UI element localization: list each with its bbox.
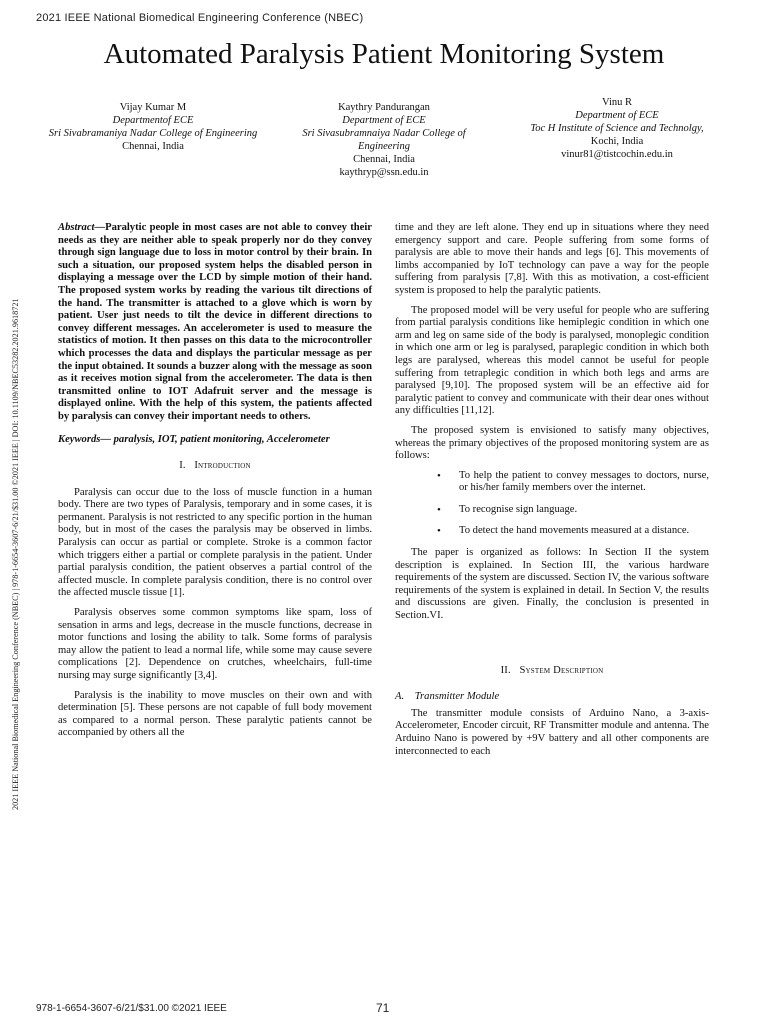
footer-copyright: 978-1-6654-3607-6/21/$31.00 ©2021 IEEE [36,1003,227,1014]
author-block-3 [512,96,722,161]
author-email: kaythryp@ssn.edu.in [339,167,429,178]
abstract [58,222,372,424]
author-name: Vijay Kumar M [119,102,187,113]
paper-title: Automated Paralysis Patient Monitoring System [103,38,665,70]
keywords: Keywords— paralysis, IOT, patient monitoring, Accelerometer [58,433,330,445]
section-number: II. [500,664,511,676]
right-column [395,222,709,765]
paragraph: Paralysis observes some common symptoms like spam, loss of sensation in arms and legs, decrease in the muscle functions, decrease in motor functions and losing the ability to talk. Some forms of paralysis may allow the patient to lead a normal life, while some may cause severe complications [2]. Dependence on crutches, wheelchairs, full-time nursing may surge significantly [3,4]. [58,607,372,681]
author-block-1 [48,101,258,153]
author-location: Chennai, India [122,141,184,152]
page-number: 71 [376,1001,390,1015]
paragraph: time and they are left alone. They end up in situations where they need emergency support and care. People suffering from some forms of paralysis are able to move their hands and legs [6]. This movements of limbs accompanied by IoT technology can pave a way for the people suffering from paralysis [7,8]. With this as motivation, a cost-efficient system is proposed to help the paralytic patients. [395,222,709,296]
author-name: Kaythry Pandurangan [338,102,430,113]
author-institution: Sri Sivabramaniya Nadar College of Engineering [48,128,258,139]
paragraph: The paper is organized as follows: In Section II the system description is explained. In Section III, the various hardware requirements of the system are discussed. Section IV, the various software requirements of the system is explained in detail. In Section V, the results and discussions are given. Finally, the conclusion is presented in Section.VI. [395,547,710,622]
subsection-heading-transmitter [395,691,709,704]
author-location: Kochi, India [590,136,644,147]
doi-sidebar-text: 2021 IEEE National Biomedical Engineering Conference (NBEC) | 978-1-6654-3607-6/21/$31.00 ©2021 IEEE | DOI: 10.1109/NBEC53282.2021.9618721 [11,298,20,810]
abstract-text: Paralytic people in most cases are not able to convey their needs as they are neither able to speak properly nor do they convey through sign language due to loss in motor control by their brain. In such a situation, our proposed system helps the disabled person in displaying a message over the LCD by simple motion of their hand. The proposed system works by reading the various tilt directions of the hand. The transmitter is attached to a glove which is worn by patient. User just needs to tilt the device in different directions to convey different messages. An accelerometer is used to measure the statistics of motion. It then passes on this data to the microcontroller which processes the data and displays the particular message as per the input obtained. It sounds a buzzer along with the message as soon as it receives motion signal from the accelerometer. The data is then transmitted online to IOT Adafruit server and the message is displayed online. With the help of this system, the patients affected by paralysis can convey their important needs to others. [58,222,372,422]
list-item: • To help the patient to convey messages to doctors, nurse, or his/her family members over the internet. [437,469,709,494]
author-name: Vinu R [602,97,632,108]
author-department: Department of ECE [342,115,426,126]
section-title: Introduction [194,460,251,472]
bullet-icon: • [437,525,441,538]
bullet-icon: • [437,469,441,482]
section-number: I. [179,460,186,472]
author-department: Departmentof ECE [112,115,194,126]
abstract-lead: Abstract— [58,222,106,233]
author-institution: Toc H Institute of Science and Technolgy, [530,123,704,134]
subsection-number: A. [395,691,405,703]
bullet-icon: • [437,503,441,516]
author-block-2 [279,101,489,179]
paragraph: Paralysis is the inability to move muscles on their own and with determination [5]. These persons are not capable of full body movement as compared to a normal person. These paralytic patients cannot be accompanied by others all the [58,689,372,739]
subsection-title: Transmitter Module [414,691,500,703]
section-heading-introduction [58,460,372,473]
author-department: Department of ECE [575,110,659,121]
paragraph: The proposed model will be very useful for people who are suffering from partial paralysis conditions like hemiplegic condition in which one arm and leg on same side of the body is paralysed, monoplegic condition in which one arm or leg is paralysed, paraplegic condition in which both legs are paralysed, whereas this model cannot be useful for people suffering from tetraplegic condition in which both legs and arms are paralysed [9,10]. The proposed system will be an effective aid for paralytic patient to convey and communicate with their dear ones without any difficulties [11,12]. [395,304,709,417]
objectives-list [395,470,709,538]
list-item: • To detect the hand movements measured at a distance. [437,525,690,538]
author-institution: Sri Sivasubramnaiya Nadar College of Engineering [302,128,466,152]
conference-header: 2021 IEEE National Biomedical Engineering Conference (NBEC) [36,12,364,24]
author-location: Chennai, India [353,154,415,165]
left-column [58,222,372,747]
paragraph: The proposed system is envisioned to satisfy many objectives, whereas the primary objectives of the proposed monitoring system are as follows: [395,424,709,462]
paragraph: Paralysis can occur due to the loss of muscle function in a human body. There are two types of Paralysis, temporary and in some cases, it is permanent. Paralysis is not restricted to any specific portion in the human body, but in most of the cases the paralysis may be observed in limbs. Paralysis can occur as partial or complete. Stroke is a common factor which triggers either a partial or complete paralysis in the patient. Under partial paralysis condition, the patient observes a partial control of the affected muscle. In complete paralysis condition, there is no control over the affected muscle tissue [1]. [58,486,372,599]
list-item: • To recognise sign language. [437,503,578,516]
section-heading-system-description [395,665,709,678]
paragraph: The transmitter module consists of Arduino Nano, a 3-axis-Accelerometer, Encoder circuit, RF Transmitter module and antenna. The Arduino Nano is powered by +9V battery and all other components are interconnected to each [395,707,709,757]
doi-sidebar [8,210,26,810]
section-title: System Description [519,664,604,676]
author-email: vinur81@tistcochin.edu.in [561,149,673,160]
